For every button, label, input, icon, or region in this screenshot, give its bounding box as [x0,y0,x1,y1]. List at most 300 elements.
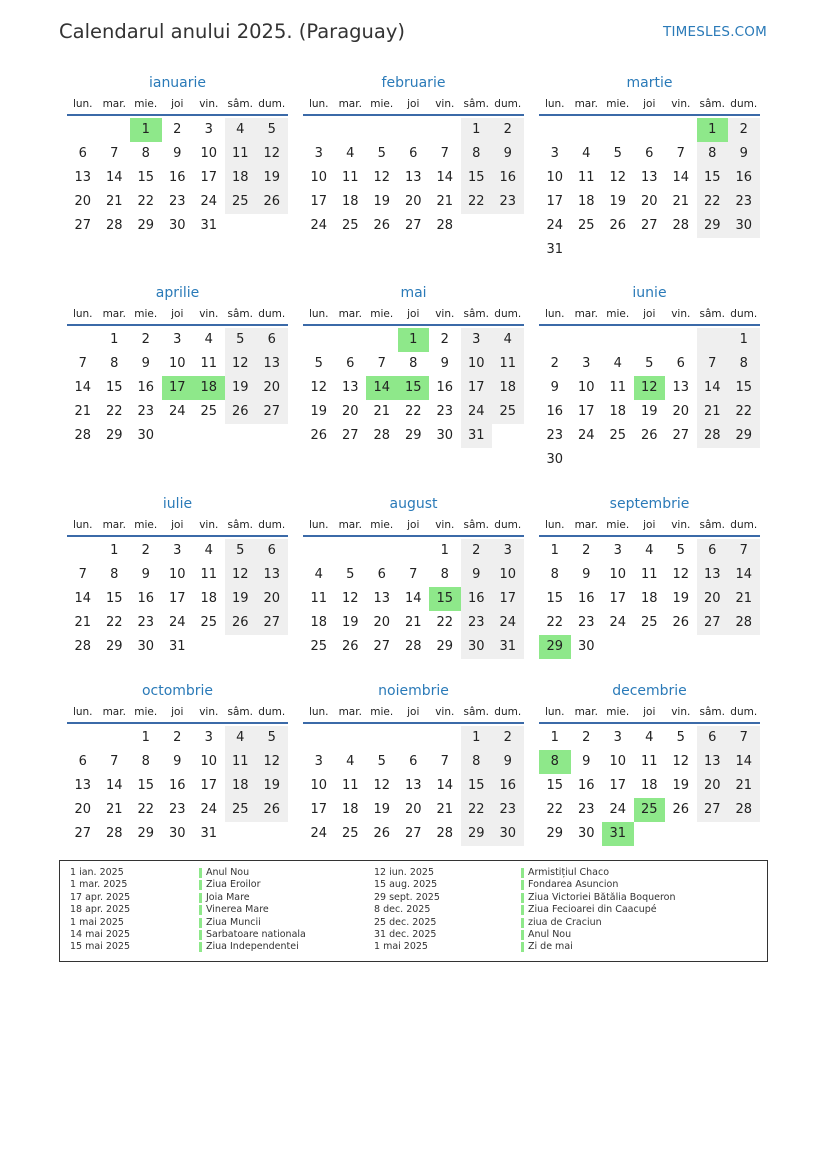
week-row [303,563,524,587]
weekday-header [67,304,288,326]
day-cell: 15 [697,166,729,190]
empty-day-cell [303,726,335,750]
day-cell: 3 [173,543,182,558]
weekday-label: mie. [606,519,630,531]
weekday-label: joi [171,706,184,718]
weekday-label: lun. [544,98,565,110]
day-cell: 29 [728,424,760,448]
day-cell: 7 [110,754,119,769]
day-cell: 1 [440,543,449,558]
day-cell: 16 [492,774,524,798]
empty-day-cell [193,635,225,659]
empty-day-cell [67,328,99,352]
week-row [539,448,760,472]
legend-date: 1 ian. 2025 [70,867,124,878]
legend-holiday-name: Ziua Eroilor [206,879,261,891]
holiday-marker [521,880,524,890]
day-cell: 3 [550,146,559,161]
day-cell: 28 [105,826,123,841]
day-cell: 17 [310,802,328,817]
day-cell: 25 [577,218,595,233]
day-cell: 18 [577,194,595,209]
empty-day-cell [398,539,430,563]
day-cell: 17 [577,404,595,419]
weekday-label: vin. [671,519,691,531]
legend-holiday [521,941,676,953]
day-cell: 8 [409,356,418,371]
day-cell: 22 [404,404,422,419]
day-cell: 24 [577,428,595,443]
day-cell: 15 [461,166,493,190]
empty-day-cell [571,448,603,472]
day-cell: 30 [436,428,454,443]
day-cell: 30 [577,826,595,841]
legend-holiday-name: Joia Mare [206,891,250,903]
weekday-label: sâm. [699,706,725,718]
day-cell: 22 [546,802,564,817]
day-cell: 22 [461,798,493,822]
day-cell: 25 [492,400,524,424]
day-cell: 24 [609,802,627,817]
day-cell: 23 [492,190,524,214]
legend-holiday-name: Anul Nou [528,928,572,940]
day-cell: 10 [577,380,595,395]
day-cell: 9 [440,356,449,371]
day-cell: 22 [461,190,493,214]
day-cell: 13 [404,778,422,793]
weekday-label: mar. [102,706,126,718]
day-cell: 22 [137,194,155,209]
day-cell: 15 [137,170,155,185]
day-cell: 16 [728,166,760,190]
day-cell: 21 [697,400,729,424]
day-cell: 2 [461,539,493,563]
day-cell: 13 [256,352,288,376]
empty-day-cell [697,822,729,846]
empty-day-cell [571,238,603,262]
week-row [303,539,524,563]
day-cell: 15 [461,774,493,798]
month-block [303,282,524,448]
day-cell: 22 [105,615,123,630]
week-row [67,726,288,750]
day-cell: 13 [74,778,92,793]
weekday-label: joi [171,98,184,110]
day-cell: 1 [461,726,493,750]
day-cell: 21 [105,194,123,209]
day-cell: 2 [173,122,182,137]
day-cell: 15 [546,591,564,606]
weekday-label: vin. [435,706,455,718]
day-cell: 17 [492,587,524,611]
month-block [303,493,524,659]
legend-holiday [199,941,306,953]
day-cell: 9 [582,567,591,582]
week-row [539,424,760,448]
day-cell: 5 [676,730,685,745]
day-cell: 14 [74,380,92,395]
day-cell: 3 [613,730,622,745]
day-cell: 23 [436,404,454,419]
week-row [303,400,524,424]
weekday-label: joi [643,519,656,531]
weekday-label: lun. [544,706,565,718]
weekday-label: joi [407,519,420,531]
week-row [67,424,288,448]
weekday-label: sâm. [699,519,725,531]
day-cell: 18 [225,774,257,798]
day-cell: 5 [256,726,288,750]
day-cell: 31 [200,218,218,233]
day-cell: 9 [173,146,182,161]
day-cell: 17 [200,170,218,185]
holiday-marker [199,942,202,952]
weekday-header [303,304,524,326]
empty-day-cell [99,118,131,142]
day-cell: 30 [168,826,186,841]
day-cell: 31 [492,635,524,659]
day-cell: 29 [404,428,422,443]
day-cell: 10 [200,754,218,769]
day-cell: 28 [74,428,92,443]
empty-day-cell [602,448,634,472]
legend-holiday [521,867,676,879]
week-row [539,611,760,635]
day-cell: 26 [373,826,391,841]
legend-date: 1 mai 2025 [374,941,428,953]
weekday-label: vin. [671,98,691,110]
day-cell: 11 [577,170,595,185]
empty-day-cell [697,635,729,659]
weekday-label: sâm. [227,308,253,320]
day-cell: 3 [204,730,213,745]
weekday-label: mar. [574,706,598,718]
legend-date: 14 mai 2025 [70,928,131,940]
day-cell: 8 [461,750,493,774]
day-cell: 24 [200,194,218,209]
weekday-label: lun. [72,308,93,320]
day-cell: 26 [225,400,257,424]
week-row [67,611,288,635]
empty-day-cell [335,328,367,352]
day-cell: 11 [341,170,359,185]
day-cell: 6 [409,754,418,769]
day-cell: 26 [609,218,627,233]
empty-day-cell [225,822,257,846]
day-cell: 20 [74,802,92,817]
weekday-label: mie. [134,308,158,320]
day-cell: 21 [728,587,760,611]
legend-holiday [521,892,676,904]
weekday-header [67,515,288,537]
day-cell: 10 [168,356,186,371]
day-cell: 28 [436,826,454,841]
day-cell: 12 [609,170,627,185]
weekday-header [67,702,288,724]
day-cell: 2 [492,726,524,750]
weekday-label: vin. [199,308,219,320]
day-cell: 25 [225,798,257,822]
day-cell: 20 [697,587,729,611]
day-cell: 19 [310,404,328,419]
legend-holiday-name: Armistițiul Chaco [528,867,610,878]
day-cell: 2 [582,730,591,745]
day-cell: 10 [609,754,627,769]
weekday-header [539,304,760,326]
legend-holiday-name: ziua de Craciun [528,916,602,928]
day-cell: 20 [256,376,288,400]
empty-day-cell [728,238,760,262]
day-cell: 16 [168,170,186,185]
day-cell: 20 [697,774,729,798]
day-cell: 2 [582,543,591,558]
week-row [67,328,288,352]
legend-date: 15 aug. 2025 [374,879,438,891]
empty-day-cell [539,328,571,352]
day-cell: 11 [640,754,658,769]
weekday-label: lun. [308,519,329,531]
month-name: martie [626,75,673,91]
day-cell: 10 [310,778,328,793]
weekday-label: mar. [574,519,598,531]
day-cell: 29 [137,826,155,841]
weekday-label: mar. [574,98,598,110]
empty-day-cell [634,118,666,142]
month-name: iunie [632,285,667,301]
month-name: aprilie [155,285,200,301]
page-title: Calendarul anului 2025. (Paraguay) [59,20,405,43]
day-cell: 26 [225,611,257,635]
week-row [67,166,288,190]
month-name: iulie [162,496,193,512]
day-cell: 24 [168,615,186,630]
weekday-label: lun. [72,706,93,718]
day-cell: 11 [341,778,359,793]
day-cell: 16 [577,591,595,606]
legend-date: 31 dec. 2025 [374,928,437,940]
day-cell: 17 [168,591,186,606]
weekday-label: sâm. [227,519,253,531]
day-cell: 31 [461,424,493,448]
day-cell: 9 [141,567,150,582]
day-cell: 31 [546,242,564,257]
day-cell: 4 [346,146,355,161]
month-name: septembrie [609,496,690,512]
day-cell: 4 [492,328,524,352]
day-cell: 5 [346,567,355,582]
day-cell: 19 [672,778,690,793]
empty-day-cell [634,822,666,846]
day-cell: 19 [373,802,391,817]
weekday-label: mie. [606,98,630,110]
week-row [67,539,288,563]
legend-dates-left [70,867,130,954]
day-cell: 31 [200,826,218,841]
weekday-label: dum. [258,308,286,320]
weekday-label: joi [643,98,656,110]
week-row [303,726,524,750]
legend-names-right [521,867,676,954]
day-cell: 18 [609,404,627,419]
weekday-label: joi [407,308,420,320]
holiday-marker [199,918,202,928]
day-cell: 11 [310,591,328,606]
empty-day-cell [303,539,335,563]
empty-day-cell [67,539,99,563]
week-row [67,635,288,659]
day-cell: 17 [310,194,328,209]
empty-day-cell [67,118,99,142]
day-cell: 27 [373,639,391,654]
day-cell: 5 [225,328,257,352]
day-cell: 30 [577,639,595,654]
day-cell: 30 [168,218,186,233]
day-cell: 20 [341,404,359,419]
day-cell: 20 [74,194,92,209]
legend-holiday [199,879,306,891]
weekday-label: lun. [308,308,329,320]
empty-day-cell [539,118,571,142]
day-cell: 23 [461,611,493,635]
weekday-label: mie. [134,519,158,531]
week-row [303,142,524,166]
weekday-label: sâm. [699,98,725,110]
empty-day-cell [99,726,131,750]
day-cell: 24 [546,218,564,233]
day-cell: 25 [200,615,218,630]
day-cell: 20 [640,194,658,209]
empty-day-cell [728,635,760,659]
day-cell: 3 [314,146,323,161]
week-row [539,118,760,142]
day-cell: 24 [609,615,627,630]
day-cell: 5 [377,754,386,769]
weekday-label: vin. [435,308,455,320]
day-cell: 19 [609,194,627,209]
month-block [303,72,524,238]
day-cell: 26 [672,802,690,817]
empty-day-cell [366,328,398,352]
week-row [67,214,288,238]
day-cell: 15 [105,380,123,395]
weekday-label: joi [643,308,656,320]
week-row [539,238,760,262]
empty-day-cell [162,424,194,448]
legend-date: 17 apr. 2025 [70,891,131,903]
week-row [303,376,524,400]
day-cell: 8 [141,146,150,161]
day-cell: 19 [225,587,257,611]
day-cell: 27 [404,218,422,233]
day-cell: 13 [640,170,658,185]
day-cell: 18 [492,376,524,400]
legend-holiday [199,904,306,916]
day-cell: 21 [404,615,422,630]
day-cell: 3 [204,122,213,137]
legend-date: 15 mai 2025 [70,941,131,953]
month-block [67,493,288,659]
holiday-marker [199,868,202,878]
day-cell: 22 [105,404,123,419]
empty-day-cell [634,328,666,352]
day-cell: 11 [200,356,218,371]
week-row [539,376,760,400]
day-cell: 19 [256,166,288,190]
day-cell: 23 [168,194,186,209]
day-cell: 3 [582,356,591,371]
day-cell: 21 [436,194,454,209]
day-cell: 1 [110,332,119,347]
brand-link[interactable]: TIMESLES.COM [663,24,767,40]
day-cell: 22 [728,400,760,424]
day-cell: 7 [377,356,386,371]
week-row [303,798,524,822]
day-cell: 7 [676,146,685,161]
day-cell: 11 [640,567,658,582]
day-cell: 28 [74,639,92,654]
day-cell: 21 [436,802,454,817]
day-cell: 31 [168,639,186,654]
day-cell: 18 [310,615,328,630]
week-row [303,774,524,798]
week-row [303,611,524,635]
day-cell: 27 [74,218,92,233]
month-block [303,680,524,846]
day-cell: 21 [74,404,92,419]
day-cell: 8 [141,754,150,769]
empty-day-cell [665,238,697,262]
day-cell: 22 [436,615,454,630]
week-row [539,214,760,238]
day-cell: 26 [256,190,288,214]
day-cell: 2 [728,118,760,142]
month-block [539,72,760,262]
legend-names-left [199,867,306,954]
empty-day-cell [67,726,99,750]
week-row [539,539,760,563]
day-cell: 14 [105,170,123,185]
day-cell: 4 [204,543,213,558]
day-cell: 13 [672,380,690,395]
weekday-label: mie. [370,308,394,320]
day-cell: 9 [582,754,591,769]
day-cell: 6 [697,539,729,563]
day-cell: 17 [609,778,627,793]
day-cell: 28 [728,798,760,822]
day-cell: 4 [346,754,355,769]
day-cell: 3 [492,539,524,563]
empty-day-cell [303,118,335,142]
empty-day-cell [602,118,634,142]
empty-day-cell [461,214,493,238]
day-cell: 12 [672,754,690,769]
empty-day-cell [665,328,697,352]
weekday-header [303,515,524,537]
weekday-label: mar. [338,98,362,110]
empty-day-cell [366,118,398,142]
weekday-header [303,702,524,724]
day-cell: 8 [550,567,559,582]
day-cell: 19 [341,615,359,630]
day-cell: 6 [697,726,729,750]
legend-holiday [521,929,676,941]
week-row [67,352,288,376]
weekday-label: mar. [574,308,598,320]
legend-holiday-name: Zi de mai [528,941,573,953]
day-cell: 29 [436,639,454,654]
empty-day-cell [256,635,288,659]
empty-day-cell [602,635,634,659]
